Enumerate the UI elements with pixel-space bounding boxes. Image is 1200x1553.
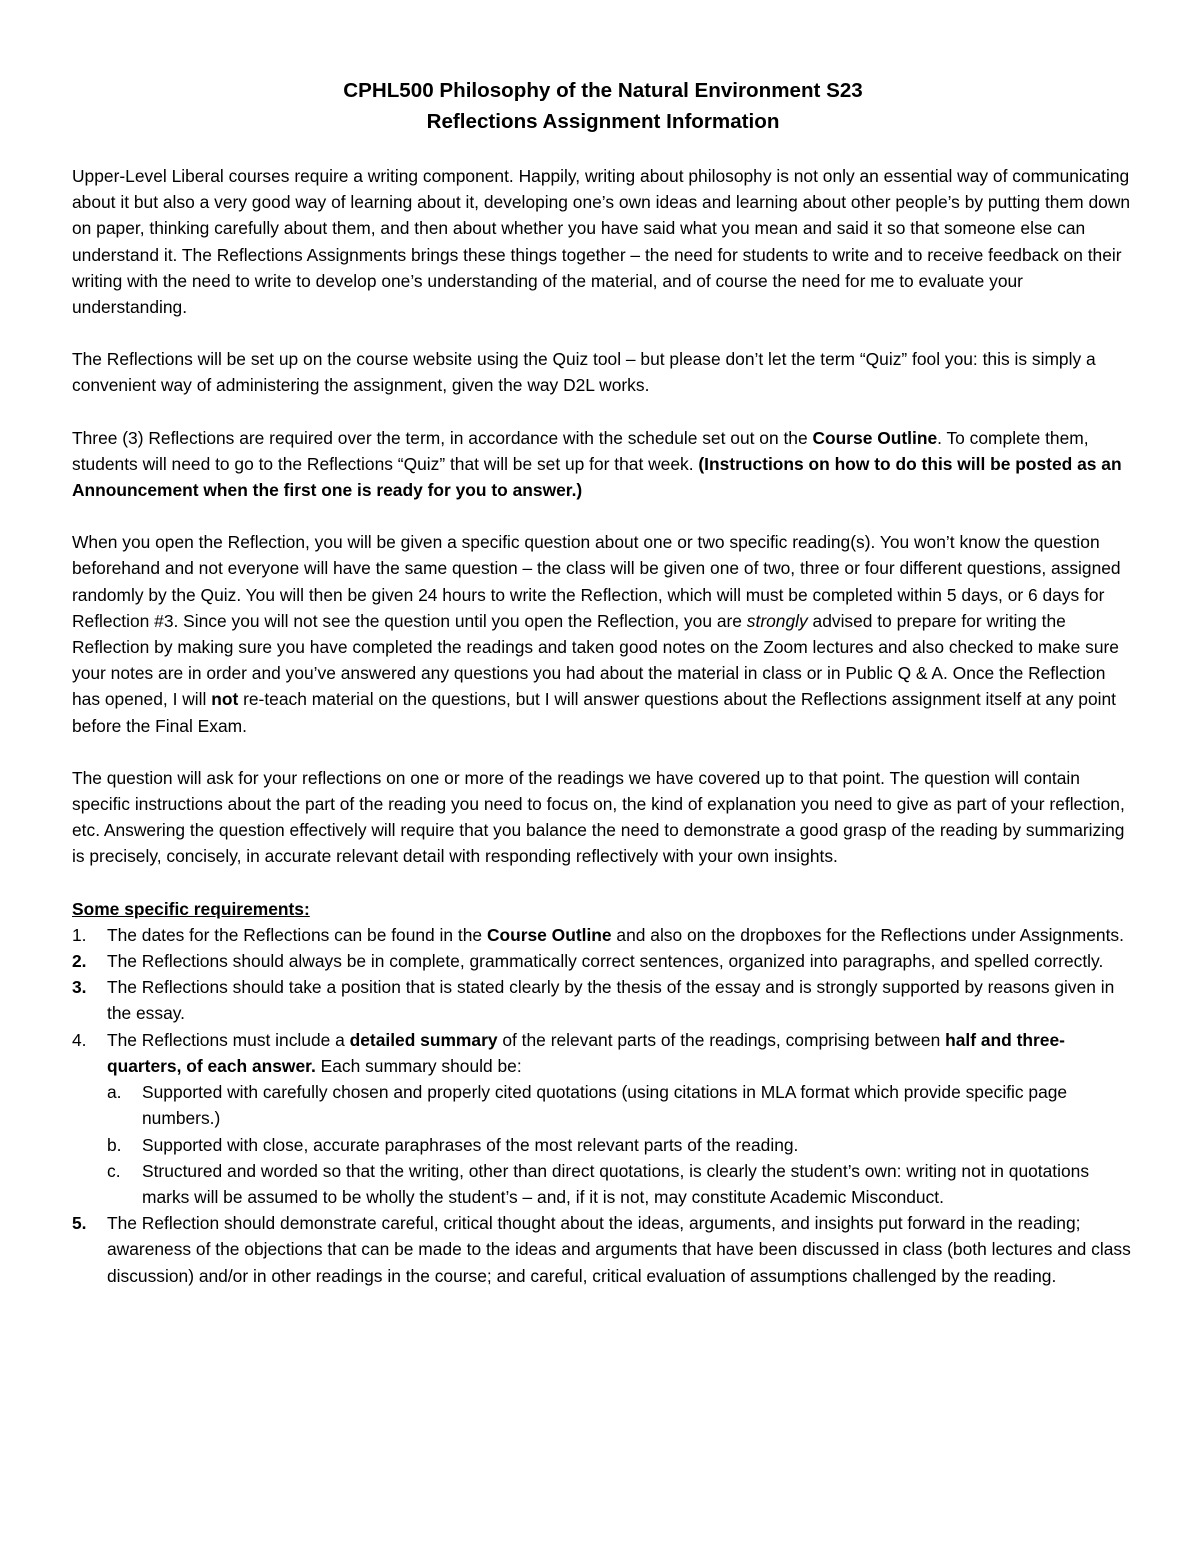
item-number: 5. [72,1213,87,1234]
schedule-text-c: . To complete them, students will need to go to the Reflections “Quiz” that will be set up for that week. [72,427,1089,474]
item-text: The dates for the Reflections can be found in the [107,924,487,945]
item-number: 4. [72,1029,87,1050]
item-text: The Reflections should take a position that is stated clearly by the thesis of the essay and is strongly supported by reasons given in the essay. [107,977,1115,1024]
announcement-note: (Instructions on how to do this will be posted as an Announcement when the first one is ready for you to answer.) [72,453,1122,501]
sub-item [72,1132,1134,1158]
item-text: The Reflection should demonstrate careful, critical thought about the ideas, arguments, and insights put forward in the reading; awareness of the objections that can be made to the ideas and arguments that have been discussed in class (both lectures and class discussion) and/or in other readings in the course; and careful, critical evaluation of assumptions challenged by the reading. [107,1213,1131,1286]
item-number: 1. [72,924,87,945]
procedure-paragraph [72,529,1134,739]
schedule-text-a: Three (3) Reflections are required over the term, in accordance with the schedule set out on the [72,427,813,448]
sub-item-letter: a. [107,1082,122,1103]
procedure-text-e: re-teach material on the questions, but I will answer questions about the Reflections assignment itself at any point before the Final Exam. [72,689,1117,736]
intro-paragraph: Upper-Level Liberal courses require a writing component. Happily, writing about philosophy is not only an essential way of communicating about it but also a very good way of learning about it, developing one’s own ideas and learning about other people’s by putting them down on paper, thinking carefully about them, and then about whether you have said what you mean and said it so that someone else can understand it. The Reflections Assignments brings these things together – the need for students to write and to receive feedback on their writing with the need to write to develop one’s understanding of the material, and of course the need for me to evaluate your understanding. [72,166,1131,318]
item-text: The Reflections must include a [107,1029,350,1050]
requirements-list-continued [72,1210,1134,1289]
not-emphasis: not [211,689,239,710]
item-number: 3. [72,977,87,998]
procedure-text-a: When you open the Reflection, you will be given a specific question about one or two specific reading(s). You won’t know the question beforehand and not everyone will have the same question – the class will be given one of two, three or four different questions, assigned randomly by the Quiz. You will then be given 24 hours to write the Reflection, which will must be completed within 5 days, or 6 days for Reflection #3. Since you will not see the question until you open the Reflection, you are [72,532,1121,631]
sub-item-text: Supported with carefully chosen and properly cited quotations (using citations in MLA format which provide specific page numbers.) [142,1082,1068,1129]
requirements-list [72,922,1134,1079]
schedule-paragraph [72,425,1134,504]
requirement-item [72,1027,1134,1079]
document-content [72,75,1134,1289]
proportion-emphasis: half and three-quarters, of each answer. [107,1029,1065,1076]
document-title [72,75,1134,137]
quiz-tool-paragraph: The Reflections will be set up on the course website using the Quiz tool – but please don’t let the term “Quiz” fool you: this is simply a convenient way of administering the assignment, given the way D2L works. [72,349,1096,396]
item-text: The Reflections should always be in complete, grammatically correct sentences, organized into paragraphs, and spelled correctly. [107,951,1104,972]
summary-sublist [72,1079,1134,1210]
course-outline-ref: Course Outline [486,924,612,945]
sub-item-text: Structured and worded so that the writing, other than direct quotations, is clearly the student’s own: writing not in quotations marks will be assumed to be wholly the student’s – and, if it is not, may constitute Academic Misconduct. [142,1160,1090,1207]
question-paragraph: The question will ask for your reflections on one or more of the readings we have covered up to that point. The question will contain specific instructions about the part of the reading you need to focus on, the kind of explanation you need to give as part of your reflection, etc. Answering the question effectively will require that you balance the need to demonstrate a good grasp of the reading by summarizing is precisely, concisely, in accurate relevant detail with responding reflectively with your own insights. [72,767,1125,867]
requirement-item [72,974,1134,1026]
item-text: of the relevant parts of the readings, comprising between [497,1029,946,1050]
item-text: Each summary should be: [315,1055,522,1076]
course-outline-ref: Course Outline [812,427,938,448]
sub-item [72,1079,1134,1131]
course-title: CPHL500 Philosophy of the Natural Environment S23 [343,79,863,102]
requirements-heading: Some specific requirements: [72,898,310,919]
requirement-item [72,948,1134,974]
assignment-title: Reflections Assignment Information [426,110,780,133]
requirement-item [72,1210,1134,1289]
sub-item-letter: b. [107,1134,122,1155]
item-text: and also on the dropboxes for the Reflections under Assignments. [611,924,1124,945]
requirement-item [72,922,1134,948]
procedure-text-c: advised to prepare for writing the Reflection by making sure you have completed the readings and taken good notes on the Zoom lectures and also checked to make sure your notes are in order and you’ve answered any questions you had about the material in class or in Public Q & A. Once the Reflection has opened, I will [72,610,1119,710]
sub-item-letter: c. [107,1160,121,1181]
sub-item [72,1158,1134,1210]
item-number: 2. [72,951,87,972]
detailed-summary-emphasis: detailed summary [349,1029,498,1050]
strongly-emphasis: strongly [746,610,808,631]
sub-item-text: Supported with close, accurate paraphrases of the most relevant parts of the reading. [142,1134,799,1155]
